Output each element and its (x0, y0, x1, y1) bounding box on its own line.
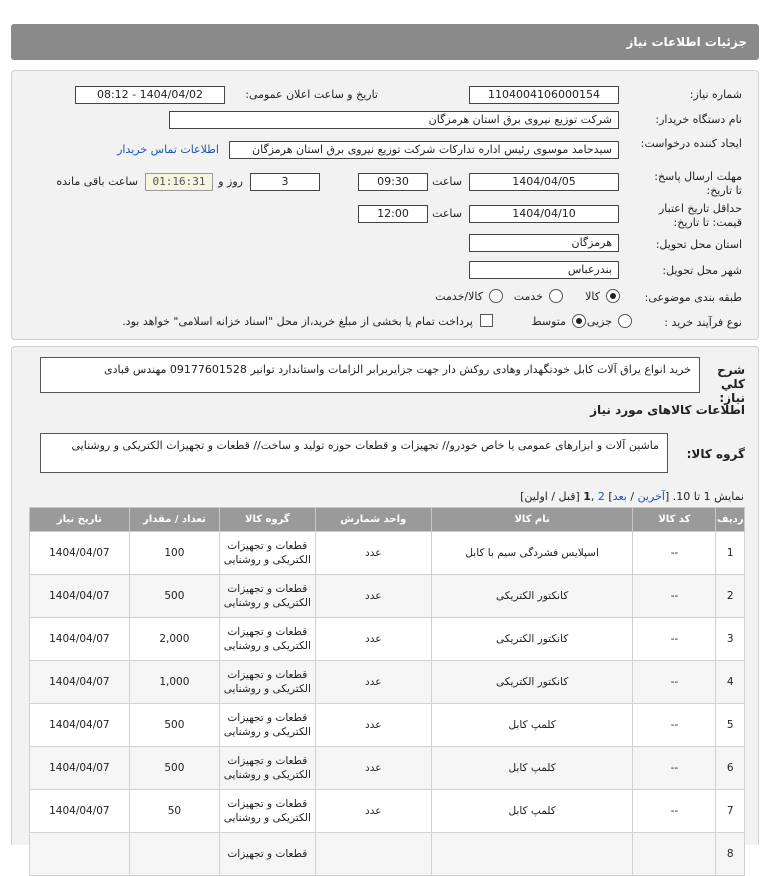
quantity-cell: 50 (129, 790, 219, 833)
item-group-cell: قطعات و تجهیزات الکتریکی و روشنایی (220, 532, 316, 575)
need-number-label: شماره نیاز: (689, 88, 742, 101)
need-date-cell: 1404/04/07 (30, 747, 130, 790)
row-number-cell: 1 (716, 532, 745, 575)
remaining-time-label: ساعت باقی مانده (56, 175, 138, 188)
item-group-cell: قطعات و تجهیزات الکتریکی و روشنایی (220, 790, 316, 833)
process-medium-label: متوسط (531, 315, 566, 328)
item-code-cell: -- (633, 790, 716, 833)
unit-cell: عدد (315, 618, 431, 661)
buyer-org-label: نام دستگاه خریدار: (655, 113, 742, 126)
item-code-cell: -- (633, 747, 716, 790)
page-title: جزئیات اطلاعات نیاز (11, 24, 759, 60)
remaining-time-field: 01:16:31 (145, 173, 213, 191)
need-date-cell: 1404/04/07 (30, 790, 130, 833)
item-name-cell (431, 833, 632, 876)
treasury-payment-note: پرداخت تمام یا بخشی از مبلغ خرید،از محل "اسناد خزانه اسلامی" خواهد بود. (122, 315, 473, 328)
col-header-quantity: تعداد / مقدار (129, 508, 219, 532)
validity-time-field: 12:00 (358, 205, 428, 223)
pagination (520, 490, 744, 503)
item-code-cell: -- (633, 704, 716, 747)
pager-mid: ] (604, 490, 613, 503)
pager-sep: / (626, 490, 638, 503)
col-header-row-number: ردیف (716, 508, 745, 532)
row-number-cell: 5 (716, 704, 745, 747)
unit-cell (315, 833, 431, 876)
quantity-cell: 100 (129, 532, 219, 575)
row-number-cell: 6 (716, 747, 745, 790)
item-group-cell: قطعات و تجهیزات الکتریکی و روشنایی (220, 618, 316, 661)
pager-page-2-link[interactable]: 2 (597, 490, 605, 503)
need-desc-box: خرید انواع یراق آلات کابل خودنگهدار وهادی روکش دار جهت جزایربرابر الزامات واستاندارد توانیر 09177601528 مهندس قبادی (40, 357, 700, 393)
pager-rest: [قبل / اولین] (520, 490, 584, 503)
item-code-cell: -- (633, 575, 716, 618)
item-group-cell: قطعات و تجهیزات الکتریکی و روشنایی (220, 575, 316, 618)
goods-table (29, 507, 745, 876)
category-label: طبقه بندی موضوعی: (644, 291, 742, 304)
process-minor-label: جزیی (586, 315, 612, 328)
col-header-need-date: تاریخ نیاز (30, 508, 130, 532)
need-date-cell: 1404/04/07 (30, 532, 130, 575)
need-date-cell: 1404/04/07 (30, 575, 130, 618)
table-row[interactable] (30, 747, 745, 790)
pager-last-link[interactable]: آخرین (637, 490, 665, 503)
category-service-radio[interactable] (549, 289, 563, 303)
quantity-cell: 1,000 (129, 661, 219, 704)
need-date-cell: 1404/04/07 (30, 618, 130, 661)
process-minor-radio[interactable] (618, 314, 632, 328)
need-date-cell (30, 833, 130, 876)
process-label: نوع فرآیند خرید : (664, 316, 742, 329)
quantity-cell: 500 (129, 704, 219, 747)
category-goods-radio[interactable] (606, 289, 620, 303)
table-row[interactable] (30, 704, 745, 747)
item-name-cell: کلمپ کابل (431, 790, 632, 833)
treasury-payment-checkbox[interactable] (480, 314, 493, 327)
deadline-days-label: روز و (218, 175, 243, 188)
item-group-cell: قطعات و تجهیزات الکتریکی و روشنایی (220, 747, 316, 790)
category-service-label: خدمت (513, 290, 543, 303)
validity-time-label: ساعت (432, 207, 462, 220)
requester-field: سیدحامد موسوی رئیس اداره تدارکات شرکت توزیع نیروی برق استان هرمزگان (229, 141, 619, 159)
goods-group-box: ماشین آلات و ابزارهای عمومی یا خاص خودرو// تجهیزات و قطعات حوزه تولید و ساخت// قطعات و تجهیزات الکتریکی و روشنایی (40, 433, 668, 473)
item-name-cell: کانکتور الکتریکی (431, 575, 632, 618)
deadline-date-field: 1404/04/05 (469, 173, 619, 191)
deadline-time-label: ساعت (432, 175, 462, 188)
unit-cell: عدد (315, 704, 431, 747)
row-number-cell: 2 (716, 575, 745, 618)
province-field: هرمزگان (469, 234, 619, 252)
item-name-cell: کانکتور الکتریکی (431, 618, 632, 661)
validity-label: حداقل تاریخ اعتبار (658, 202, 742, 215)
row-number-cell: 3 (716, 618, 745, 661)
deadline-time-field: 09:30 (358, 173, 428, 191)
goods-panel (11, 346, 759, 860)
item-group-cell: قطعات و تجهیزات الکتریکی و روشنایی (220, 704, 316, 747)
item-name-cell: کلمپ کابل (431, 704, 632, 747)
buyer-org-field: شرکت توزیع نیروی برق استان هرمزگان (169, 111, 619, 129)
buyer-contact-link[interactable]: اطلاعات تماس خریدار (117, 143, 219, 156)
col-header-item-code: کد کالا (633, 508, 716, 532)
need-date-cell: 1404/04/07 (30, 661, 130, 704)
pager-current-page: 1 (583, 490, 591, 503)
process-medium-radio[interactable] (572, 314, 586, 328)
col-header-unit: واحد شمارش (315, 508, 431, 532)
category-goods-service-label: کالا/خدمت (435, 290, 483, 303)
province-label: استان محل تحویل: (655, 238, 742, 251)
announce-datetime-label: تاریخ و ساعت اعلان عمومی: (245, 88, 378, 101)
need-details-panel (11, 70, 759, 340)
need-number-field: 1104004106000154 (469, 86, 619, 104)
goods-group-label: گروه کالا: (686, 447, 745, 461)
row-number-cell: 4 (716, 661, 745, 704)
validity-date-field: 1404/04/10 (469, 205, 619, 223)
unit-cell: عدد (315, 661, 431, 704)
pager-prefix: نمایش 1 تا 10. [ (664, 490, 744, 503)
table-row[interactable] (30, 532, 745, 575)
pager-next-link[interactable]: بعد (612, 490, 627, 503)
city-field: بندرعباس (469, 261, 619, 279)
quantity-cell: 500 (129, 575, 219, 618)
goods-info-heading: اطلاعات کالاهای مورد نیاز (590, 403, 745, 417)
unit-cell: عدد (315, 790, 431, 833)
validity-date-label: قیمت: تا تاریخ: (673, 216, 742, 229)
requester-label: ایجاد کننده درخواست: (640, 137, 742, 150)
unit-cell: عدد (315, 747, 431, 790)
item-name-cell: اسپلایس فشردگی سیم با کابل (431, 532, 632, 575)
quantity-cell: 2,000 (129, 618, 219, 661)
deadline-date-label: تا تاریخ: (706, 184, 742, 197)
row-number-cell: 7 (716, 790, 745, 833)
item-code-cell: -- (633, 618, 716, 661)
quantity-cell (129, 833, 219, 876)
table-row[interactable] (30, 833, 745, 876)
announce-datetime-field: 1404/04/02 - 08:12 (75, 86, 225, 104)
table-header-row (30, 508, 745, 532)
table-row[interactable] (30, 618, 745, 661)
quantity-cell: 500 (129, 747, 219, 790)
table-row[interactable] (30, 575, 745, 618)
unit-cell: عدد (315, 575, 431, 618)
col-header-item-group: گروه کالا (220, 508, 316, 532)
item-name-cell: کلمپ کابل (431, 747, 632, 790)
city-label: شهر محل تحویل: (662, 264, 742, 277)
item-group-cell: قطعات و تجهیزات (220, 833, 316, 876)
category-goods-service-radio[interactable] (489, 289, 503, 303)
category-goods-label: کالا (585, 290, 600, 303)
deadline-days-field: 3 (250, 173, 320, 191)
row-number-cell: 8 (716, 833, 745, 876)
table-row[interactable] (30, 790, 745, 833)
item-code-cell (633, 833, 716, 876)
need-date-cell: 1404/04/07 (30, 704, 130, 747)
item-code-cell: -- (633, 532, 716, 575)
unit-cell: عدد (315, 532, 431, 575)
table-row[interactable] (30, 661, 745, 704)
pager-sep2: , (590, 490, 598, 503)
need-desc-label: شرح کلي نياز: (717, 363, 745, 405)
item-group-cell: قطعات و تجهیزات الکتریکی و روشنایی (220, 661, 316, 704)
col-header-item-name: نام کالا (431, 508, 632, 532)
deadline-label: مهلت ارسال پاسخ: (654, 170, 742, 183)
item-name-cell: کانکتور الکتریکی (431, 661, 632, 704)
item-code-cell: -- (633, 661, 716, 704)
